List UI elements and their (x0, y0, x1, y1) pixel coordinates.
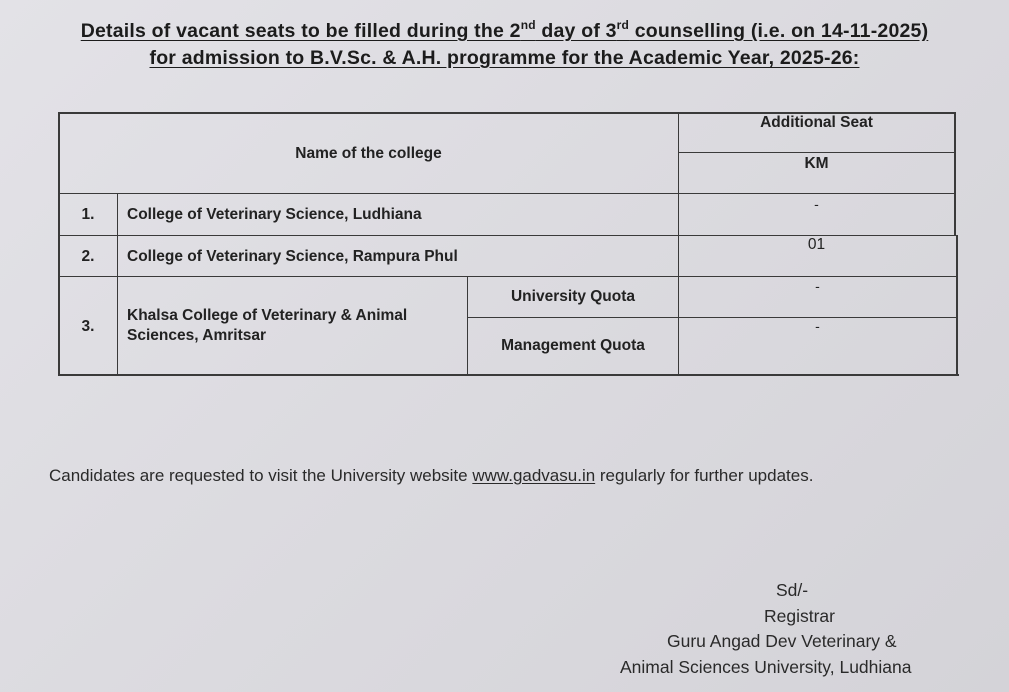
row1-sno: 1. (81, 206, 95, 223)
row1-km-value: - (814, 196, 819, 212)
row1-college: College of Veterinary Science, Ludhiana (127, 206, 422, 223)
signature-sd: Sd/- (776, 580, 809, 600)
row2-km-value: 01 (807, 236, 826, 253)
row3-sno: 3. (81, 318, 95, 335)
university-website-link[interactable]: www.gadvasu.in (472, 466, 596, 485)
management-quota-label: Management Quota (501, 337, 645, 354)
update-notice: Candidates are requested to visit the University website www.gadvasu.in regularly for further updates. (49, 466, 814, 485)
university-quota-value: - (815, 278, 820, 294)
header-additional-seat: Additional Seat (760, 114, 873, 131)
document-title-line1: Details of vacant seats to be filled during the 2nd day of 3rd counselling (i.e. on 14-11-2025) (80, 18, 929, 42)
row2-college: College of Veterinary Science, Rampura Phul (127, 248, 458, 265)
header-km: KM (804, 155, 829, 172)
row2-sno: 2. (81, 248, 95, 265)
management-quota-value: - (815, 318, 820, 334)
university-quota-label: University Quota (510, 288, 636, 305)
header-college-name: Name of the college (295, 145, 442, 162)
signature-org-line1: Guru Angad Dev Veterinary & (667, 631, 897, 651)
row3-college-line2: Sciences, Amritsar (127, 327, 267, 344)
signature-designation: Registrar (764, 606, 835, 626)
signature-org-line2: Animal Sciences University, Ludhiana (620, 657, 912, 677)
row3-college-line1: Khalsa College of Veterinary & Animal (127, 307, 408, 324)
document-title-line2: for admission to B.V.Sc. & A.H. programme for the Academic Year, 2025-26: (149, 47, 860, 69)
